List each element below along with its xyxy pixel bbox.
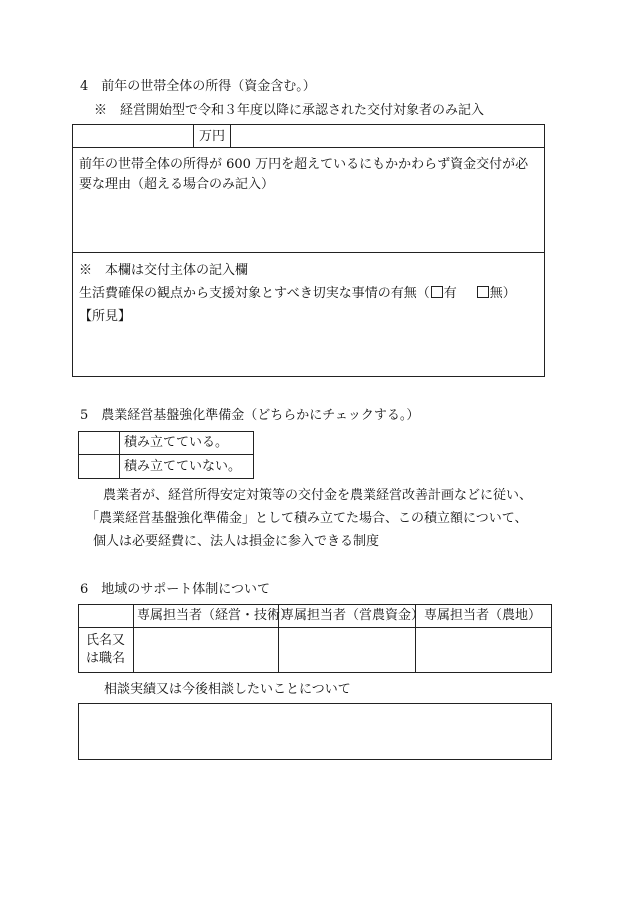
option-yes-label: 有: [443, 286, 457, 301]
checkbox-no[interactable]: [477, 286, 489, 298]
support-col3-input[interactable]: [418, 630, 550, 670]
reserve-desc-line1: 農業者が、経営所得安定対策等の交付金を農業経営改善計画などに従い、: [103, 488, 533, 503]
name-title-label-line1: 氏名又: [86, 633, 126, 648]
living-line-prefix: 生活費確保の観点から支援対象とすべき切実な事情の有無（: [79, 286, 430, 301]
support-col3-header: 専属担当者（農地）: [424, 608, 542, 623]
unit-label: 万円: [199, 129, 226, 144]
reason-input[interactable]: [76, 196, 541, 248]
living-line: [79, 286, 516, 300]
reserve-option2: 積み立てていない。: [124, 459, 242, 474]
reason-label-line2: 要な理由（超える場合のみ記入）: [79, 177, 275, 192]
section4-note: ※ 経営開始型で令和３年度以降に承認された交付対象者のみ記入: [94, 103, 485, 118]
opinion-input[interactable]: [76, 328, 541, 372]
support-col-divider-1: [133, 604, 134, 673]
support-col1-input[interactable]: [136, 630, 276, 670]
income-row-line: [72, 147, 545, 148]
support-col2-header: 専属担当者（営農資金）: [281, 608, 425, 623]
support-col1-header: 専属担当者（経営・技術）: [137, 608, 294, 623]
option-no-label: 無）: [489, 286, 516, 301]
income-amount-field[interactable]: [76, 127, 190, 145]
section5-heading: 5 農業経営基盤強化準備金（どちらかにチェックする。）: [80, 408, 420, 423]
reserve-option1: 積み立てている。: [124, 435, 229, 450]
reason-label-line1: 前年の世帯全体の所得が 600 万円を超えているにもかかわらず資金交付が必: [79, 157, 529, 172]
authority-divider: [72, 252, 545, 253]
checkbox-yes[interactable]: [431, 286, 443, 298]
section4-heading: 4 前年の世帯全体の所得（資金含む。）: [80, 79, 316, 94]
support-col2-input[interactable]: [281, 630, 413, 670]
unit-divider: [230, 124, 231, 148]
income-divider: [193, 124, 194, 148]
consult-label: 相談実績又は今後相談したいことについて: [104, 682, 351, 697]
reserve-desc-line2: 「農業経営基盤強化準備金」として積み立てた場合、この積立額について、: [86, 511, 528, 526]
support-header-line: [78, 627, 552, 628]
reserve-check-1[interactable]: [80, 433, 117, 453]
reserve-desc-line3: 個人は必要経費に、法人は損金に参入できる制度: [93, 534, 380, 549]
reserve-check-2[interactable]: [80, 456, 117, 477]
consult-input[interactable]: [78, 703, 552, 760]
authority-title: ※ 本欄は交付主体の記入欄: [79, 263, 249, 278]
name-title-label-line2: は職名: [86, 651, 126, 666]
section6-heading: 6 地域のサポート体制について: [80, 582, 271, 597]
reserve-col-divider: [119, 431, 120, 479]
reserve-row-divider: [78, 454, 254, 455]
opinion-label: 【所見】: [79, 309, 132, 324]
